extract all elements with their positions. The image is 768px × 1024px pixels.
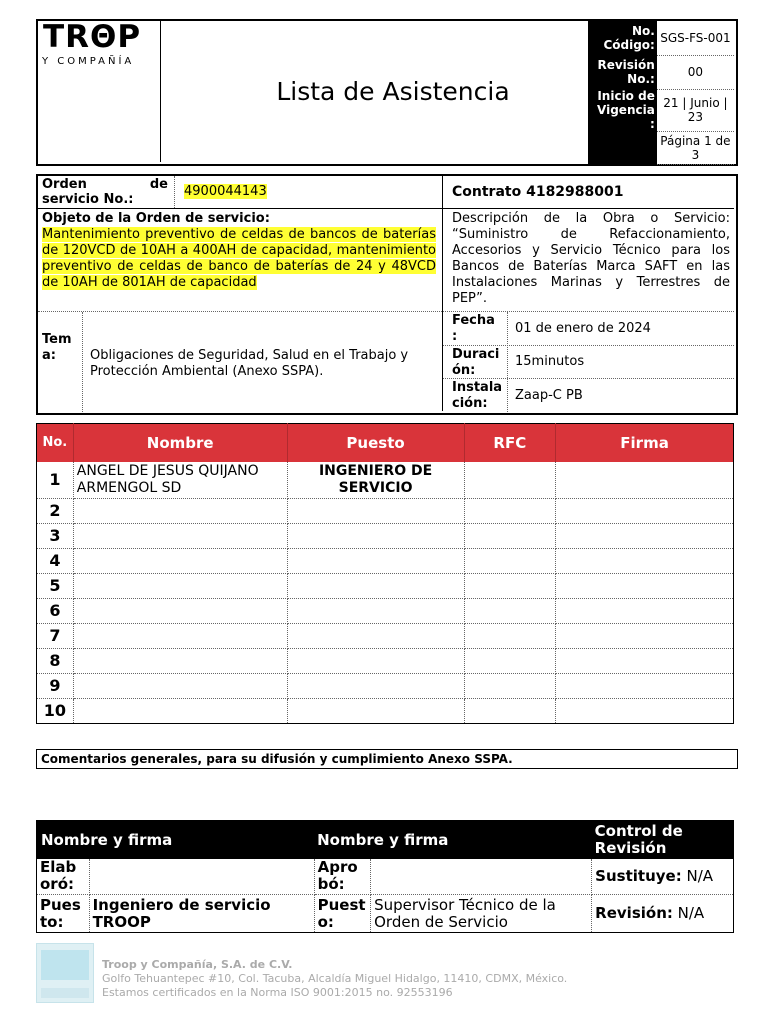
row-no: 7 — [37, 623, 74, 648]
puesto-elaboro-label: Puesto: — [37, 895, 90, 933]
page-footer — [36, 943, 636, 1005]
meta-revision-value: 00 — [657, 55, 734, 89]
row-rfc — [464, 573, 556, 598]
row-no: 10 — [37, 698, 74, 723]
details-rows — [443, 311, 734, 412]
attendance-table — [36, 423, 734, 724]
logo-subtitle: Y COMPAÑÍA — [42, 56, 135, 67]
general-comments: Comentarios generales, para su difusión y cumplimiento Anexo SSPA. — [36, 749, 738, 769]
sustituye-label: Sustituye: — [595, 866, 682, 885]
signature-table — [36, 820, 734, 933]
objective-text — [42, 227, 436, 291]
row-rfc — [464, 598, 556, 623]
contract-label: Contrato 4182988001 — [452, 184, 624, 200]
row-no: 3 — [37, 523, 74, 548]
table-row — [37, 462, 734, 498]
row-firma — [556, 698, 734, 723]
row-rfc — [464, 462, 556, 498]
col-header-firma: Firma — [556, 424, 734, 463]
instalacion-value: Zaap-C PB — [515, 388, 583, 403]
table-row — [37, 648, 734, 673]
service-description: Descripción de la Obra o Servicio: “Suministro de Refaccionamiento, Accesorios y Servicio Técnico para los Bancos de Baterías Marca SAFT en las Instalaciones Marinas y Terrestres de PEP”. — [452, 211, 730, 306]
row-puesto — [287, 623, 464, 648]
elaboro-value — [89, 859, 314, 895]
revision-label: Revisión: — [595, 904, 673, 922]
puesto-aprobo-value: Supervisor Técnico de la Orden de Servicio — [371, 895, 592, 933]
row-rfc — [464, 498, 556, 523]
row-nombre — [73, 598, 287, 623]
row-firma — [556, 462, 734, 498]
fecha-label: Fecha : — [452, 313, 495, 344]
row-no: 4 — [37, 548, 74, 573]
sustituye-value: N/A — [686, 866, 714, 885]
row-puesto — [287, 648, 464, 673]
revision-cell — [592, 895, 734, 933]
meta-code-value: SGS-FS-001 — [657, 21, 734, 55]
row-firma — [556, 673, 734, 698]
puesto-elaboro-value: Ingeniero de servicio TROOP — [89, 895, 314, 933]
meta-start-label: Inicio de Vigencia : — [588, 89, 657, 131]
row-firma — [556, 498, 734, 523]
document-meta — [588, 21, 734, 165]
tema-row — [38, 311, 442, 412]
logo-brand: TRΘP — [43, 19, 142, 55]
meta-page-value: Página 1 de 3 — [657, 131, 734, 164]
footer-text — [102, 958, 567, 1000]
sig-header-elaboro: Nombre y firma — [37, 821, 315, 859]
instalacion-label: Instalación: — [452, 380, 503, 411]
row-no: 2 — [37, 498, 74, 523]
table-row — [37, 548, 734, 573]
row-nombre — [73, 648, 287, 673]
row-no: 5 — [37, 573, 74, 598]
objective-label: Objeto de la Orden de servicio: — [42, 211, 270, 226]
order-number-value: 4900044143 — [184, 184, 267, 199]
aprobo-label: Aprobó: — [314, 859, 371, 895]
table-row — [37, 623, 734, 648]
duracion-label: Duración: — [452, 347, 500, 378]
col-header-rfc: RFC — [464, 424, 556, 463]
meta-page-label — [588, 131, 657, 164]
contract-row — [443, 176, 734, 209]
row-rfc — [464, 548, 556, 573]
aprobo-value — [371, 859, 592, 895]
row-firma — [556, 648, 734, 673]
row-no: 9 — [37, 673, 74, 698]
tema-label: Tema: — [42, 332, 72, 363]
revision-value: N/A — [677, 904, 705, 922]
tema-value: Obligaciones de Seguridad, Salud en el Trabajo y Protección Ambiental (Anexo SSPA). — [90, 348, 409, 379]
order-number-label: Orden de servicio No.: — [42, 177, 168, 207]
row-no: 6 — [37, 598, 74, 623]
col-header-no: No. — [37, 424, 74, 463]
row-nombre — [73, 523, 287, 548]
footer-certification: Estamos certificados en la Norma ISO 9001:2015 no. 92553196 — [102, 986, 453, 999]
document-title: Lista de Asistencia — [276, 77, 510, 106]
row-rfc — [464, 623, 556, 648]
table-row — [37, 698, 734, 723]
row-rfc — [464, 523, 556, 548]
row-nombre — [73, 498, 287, 523]
col-header-puesto: Puesto — [287, 424, 464, 463]
footer-company: Troop y Compañía, S.A. de C.V. — [102, 958, 293, 971]
row-puesto: INGENIERO DE SERVICIO — [287, 462, 464, 498]
objective-text-content: Mantenimiento preventivo de celdas de bancos de baterías de 120VCD de 10AH a 400AH de capacidad, mantenimiento preventivo de celdas de banco de baterías de 24 y 48VCD de 10AH de 801AH de capacidad — [42, 227, 436, 290]
document-header — [36, 19, 738, 166]
row-puesto — [287, 573, 464, 598]
duracion-value: 15minutos — [515, 354, 585, 369]
certification-seal — [36, 943, 94, 1003]
meta-revision-label: Revisión No.: — [588, 55, 657, 89]
col-header-nombre: Nombre — [73, 424, 287, 463]
row-firma — [556, 523, 734, 548]
row-no: 1 — [37, 462, 74, 498]
order-number-row — [38, 176, 442, 209]
puesto-aprobo-label: Puesto: — [314, 895, 371, 933]
meta-code-label: No. Código: — [588, 21, 657, 55]
row-nombre: ANGEL DE JESUS QUIJANO ARMENGOL SD — [73, 462, 287, 498]
row-firma — [556, 598, 734, 623]
footer-address: Golfo Tehuantepec #10, Col. Tacuba, Alcaldía Miguel Hidalgo, 11410, CDMX, México. — [102, 972, 568, 985]
row-puesto — [287, 673, 464, 698]
row-puesto — [287, 698, 464, 723]
table-row — [37, 598, 734, 623]
row-rfc — [464, 673, 556, 698]
row-nombre — [73, 673, 287, 698]
row-firma — [556, 573, 734, 598]
row-puesto — [287, 548, 464, 573]
table-row — [37, 523, 734, 548]
row-nombre — [73, 548, 287, 573]
row-nombre — [73, 623, 287, 648]
row-nombre — [73, 698, 287, 723]
table-row — [37, 673, 734, 698]
row-firma — [556, 548, 734, 573]
table-row — [37, 573, 734, 598]
sustituye-cell — [592, 859, 734, 895]
elaboro-label: Elaboró: — [37, 859, 90, 895]
row-nombre — [73, 573, 287, 598]
row-rfc — [464, 648, 556, 673]
table-row — [37, 498, 734, 523]
row-puesto — [287, 523, 464, 548]
sig-header-aprobo: Nombre y firma — [314, 821, 592, 859]
fecha-value: 01 de enero de 2024 — [515, 321, 651, 336]
row-puesto — [287, 498, 464, 523]
sig-header-control: Control de Revisión — [592, 821, 734, 859]
row-firma — [556, 623, 734, 648]
meta-start-value: 21 | Junio | 23 — [657, 89, 734, 131]
company-logo — [38, 21, 161, 162]
order-section — [36, 174, 738, 415]
row-puesto — [287, 598, 464, 623]
row-no: 8 — [37, 648, 74, 673]
row-rfc — [464, 698, 556, 723]
